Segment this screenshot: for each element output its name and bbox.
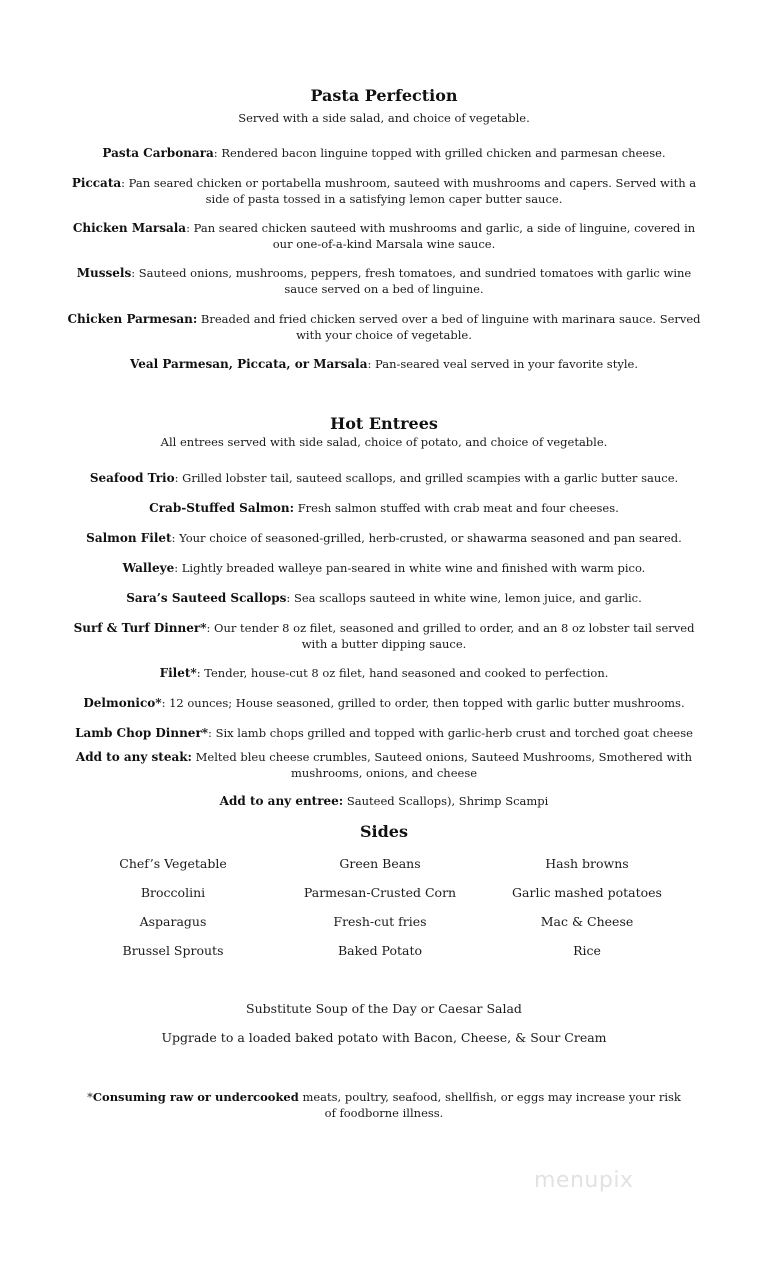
sides-section bbox=[0, 822, 768, 841]
side-item: Brussel Sprouts bbox=[122, 943, 224, 958]
pasta-item bbox=[0, 265, 768, 297]
item-name: Sara’s Sauteed Scallops bbox=[126, 591, 287, 605]
entree-item bbox=[0, 590, 768, 606]
item-desc: : Sea scallops sauteed in white wine, lemon juice, and garlic. bbox=[286, 591, 642, 605]
sides-title: Sides bbox=[359, 822, 408, 841]
pasta-item bbox=[0, 311, 768, 343]
substitute-note bbox=[0, 1001, 768, 1016]
substitute-text: Substitute Soup of the Day or Caesar Salad bbox=[246, 1001, 522, 1016]
item-name: Delmonico* bbox=[83, 696, 162, 710]
item-name: Surf & Turf Dinner* bbox=[73, 621, 207, 635]
item-name: Add to any steak: bbox=[75, 750, 192, 764]
entrees-section bbox=[0, 414, 768, 450]
side-item: Hash browns bbox=[545, 856, 629, 871]
item-name: Chicken Parmesan: bbox=[67, 312, 198, 326]
disclaimer bbox=[0, 1089, 768, 1121]
item-name: Mussels bbox=[76, 266, 132, 280]
item-name: Crab-Stuffed Salmon: bbox=[149, 501, 295, 515]
side-item: Asparagus bbox=[139, 914, 207, 929]
item-desc: Melted bleu cheese crumbles, Sauteed onions, Sauteed Mushrooms, Smothered with mushrooms, onions, and cheese bbox=[192, 750, 693, 780]
entrees-subtitle: All entrees served with side salad, choice of potato, and choice of vegetable. bbox=[160, 435, 608, 449]
side-item: Green Beans bbox=[339, 856, 421, 871]
disclaimer-bold: Consuming raw or undercooked bbox=[92, 1090, 299, 1104]
pasta-title: Pasta Perfection bbox=[310, 86, 458, 105]
entree-item bbox=[0, 530, 768, 546]
disclaimer-asterisk: * bbox=[87, 1090, 93, 1104]
item-name: Walleye bbox=[122, 561, 175, 575]
item-name: Filet* bbox=[159, 666, 197, 680]
item-desc: : Grilled lobster tail, sauteed scallops, and grilled scampies with a garlic butter sauce. bbox=[174, 471, 679, 485]
entree-item bbox=[0, 620, 768, 652]
pasta-item bbox=[0, 175, 768, 207]
pasta-item bbox=[0, 220, 768, 252]
entree-item bbox=[0, 665, 768, 681]
sides-row bbox=[70, 878, 690, 907]
entrees-title: Hot Entrees bbox=[330, 414, 438, 433]
entree-item bbox=[0, 560, 768, 576]
side-item: Parmesan-Crusted Corn bbox=[303, 885, 457, 900]
entree-item bbox=[0, 470, 768, 486]
item-name: Salmon Filet bbox=[86, 531, 172, 545]
side-item: Fresh-cut fries bbox=[333, 914, 427, 929]
item-name: Veal Parmesan, Piccata, or Marsala bbox=[130, 357, 368, 371]
pasta-section bbox=[0, 86, 768, 126]
item-desc: Breaded and fried chicken served over a bed of linguine with marinara sauce. Served with your choice of vegetable. bbox=[197, 312, 701, 342]
item-name: Seafood Trio bbox=[89, 471, 175, 485]
side-item: Garlic mashed potatoes bbox=[512, 885, 662, 900]
item-name: Add to any entree: bbox=[219, 794, 344, 808]
item-desc: : Your choice of seasoned-grilled, herb-crusted, or shawarma seasoned and pan seared. bbox=[171, 531, 682, 545]
entree-addon bbox=[0, 793, 768, 809]
sides-grid bbox=[0, 849, 768, 965]
side-item: Broccolini bbox=[140, 885, 206, 900]
item-desc: : Pan seared chicken sauteed with mushrooms and garlic, a side of linguine, covered in our one-of-a-kind Marsala wine sauce. bbox=[186, 221, 696, 251]
item-desc: : Tender, house-cut 8 oz filet, hand seasoned and cooked to perfection. bbox=[196, 666, 609, 680]
item-desc: : Pan seared chicken or portabella mushroom, sauteed with mushrooms and capers. Served with a side of pasta tossed in a satisfying lemon caper butter sauce. bbox=[121, 176, 697, 206]
entree-item bbox=[0, 695, 768, 711]
pasta-subtitle: Served with a side salad, and choice of vegetable. bbox=[238, 111, 530, 125]
item-desc: : Pan-seared veal served in your favorite style. bbox=[367, 357, 638, 371]
entree-item bbox=[0, 500, 768, 516]
sides-row bbox=[70, 907, 690, 936]
sides-row bbox=[70, 849, 690, 878]
item-name: Lamb Chop Dinner* bbox=[75, 726, 209, 740]
item-name: Chicken Marsala bbox=[72, 221, 187, 235]
item-desc: : Our tender 8 oz filet, seasoned and grilled to order, and an 8 oz lobster tail served with a butter dipping sauce. bbox=[206, 621, 695, 651]
entree-addon bbox=[0, 749, 768, 781]
item-name: Pasta Carbonara bbox=[102, 146, 214, 160]
item-desc: : Six lamb chops grilled and topped with garlic-herb crust and torched goat cheese bbox=[208, 726, 693, 740]
item-desc: : 12 ounces; House seasoned, grilled to order, then topped with garlic butter mushrooms. bbox=[161, 696, 685, 710]
sides-row bbox=[70, 936, 690, 965]
item-desc: : Rendered bacon linguine topped with grilled chicken and parmesan cheese. bbox=[213, 146, 666, 160]
pasta-item bbox=[0, 356, 768, 372]
entree-item bbox=[0, 725, 768, 741]
item-desc: : Sauteed onions, mushrooms, peppers, fresh tomatoes, and sundried tomatoes with garlic wine sauce served on a bed of linguine. bbox=[131, 266, 692, 296]
item-desc: Fresh salmon stuffed with crab meat and four cheeses. bbox=[294, 501, 619, 515]
pasta-item bbox=[0, 145, 768, 161]
side-item: Baked Potato bbox=[337, 943, 423, 958]
item-name: Piccata bbox=[71, 176, 122, 190]
item-desc: : Lightly breaded walleye pan-seared in white wine and finished with warm pico. bbox=[174, 561, 646, 575]
upgrade-note bbox=[0, 1030, 768, 1045]
watermark-logo: menupix bbox=[534, 1168, 634, 1193]
item-desc: Sauteed Scallops), Shrimp Scampi bbox=[343, 794, 549, 808]
side-item: Mac & Cheese bbox=[540, 914, 634, 929]
side-item: Chef’s Vegetable bbox=[119, 856, 227, 871]
upgrade-text: Upgrade to a loaded baked potato with Bacon, Cheese, & Sour Cream bbox=[161, 1030, 607, 1045]
side-item: Rice bbox=[573, 943, 601, 958]
disclaimer-text: meats, poultry, seafood, shellfish, or eggs may increase your risk of foodborne illness. bbox=[298, 1090, 681, 1120]
